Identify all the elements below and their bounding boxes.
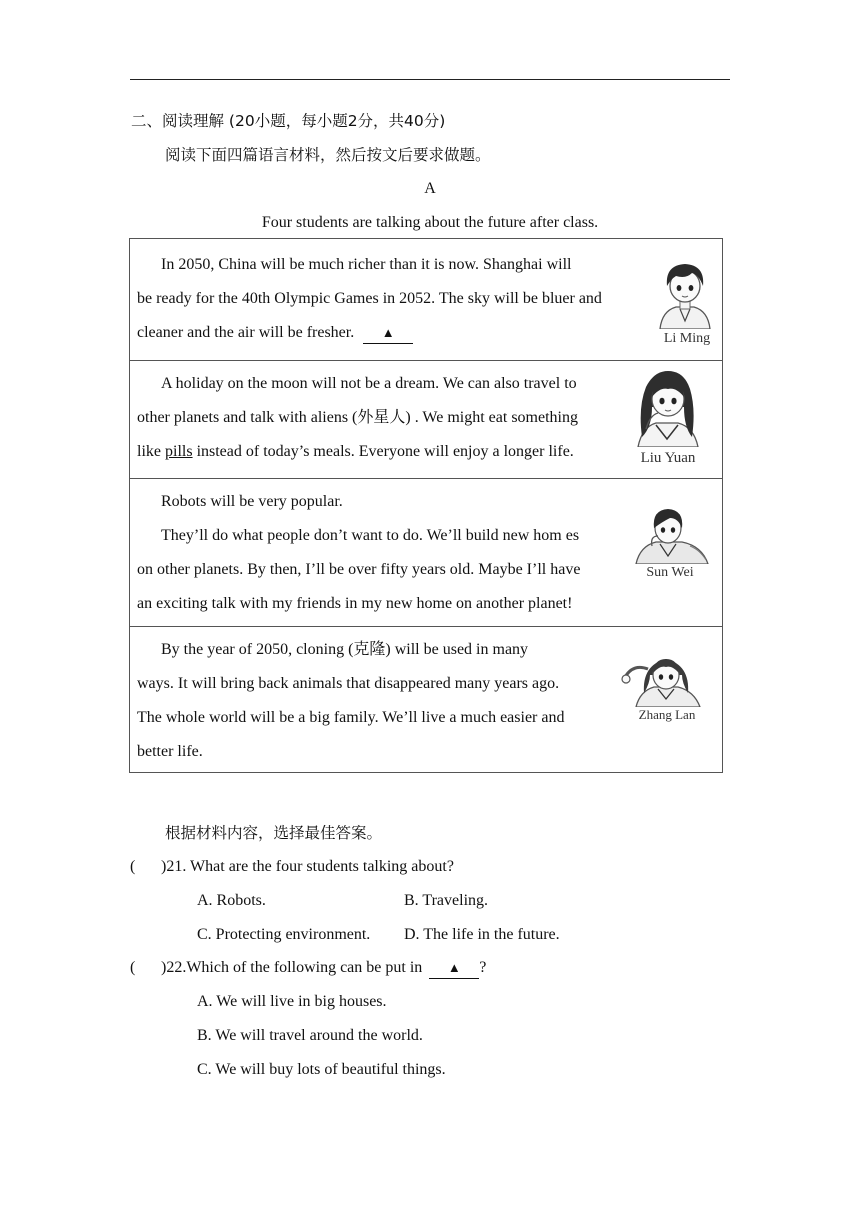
text-line: other planets and talk with aliens (外星人) . We might eat something bbox=[137, 409, 578, 426]
option-b: B. Traveling. bbox=[404, 892, 489, 909]
text-line: Robots will be very popular. bbox=[161, 493, 343, 510]
option-b: B. We will travel around the world. bbox=[197, 1027, 423, 1044]
zhang-lan-portrait-icon bbox=[620, 649, 712, 707]
answer-paren: ( bbox=[130, 858, 136, 875]
text-line: ways. It will bring back animals that disappeared many years ago. bbox=[137, 675, 560, 692]
text-line: be ready for the 40th Olympic Games in 2052. The sky will be bluer and bbox=[137, 290, 602, 307]
option-c: C. We will buy lots of beautiful things. bbox=[197, 1061, 446, 1078]
passage-intro: Four students are talking about the future after class. bbox=[261, 214, 599, 231]
text-line: In 2050, China will be much richer than it is now. Shanghai will bbox=[161, 256, 572, 273]
question-22 bbox=[161, 958, 486, 979]
passage-letter: A bbox=[424, 180, 436, 197]
student-name: Liu Yuan bbox=[640, 450, 696, 466]
student-name: Sun Wei bbox=[646, 565, 694, 580]
instruction: 阅读下面四篇语言材料，然后按文后要求做题。 bbox=[165, 146, 491, 164]
student-row-zhang-lan bbox=[130, 626, 722, 775]
section-heading: 二、阅读理解 (20小题，每小题2分，共40分) bbox=[131, 112, 446, 130]
option-c: C. Protecting environment. bbox=[197, 926, 371, 943]
answer-blank: ▲ bbox=[363, 323, 413, 344]
text-line bbox=[137, 442, 574, 462]
question-21: )21. What are the four students talking about? bbox=[161, 858, 454, 875]
student-row-li-ming bbox=[130, 239, 722, 360]
text-line: They’ll do what people don’t want to do. We’ll build new hom es bbox=[161, 527, 580, 544]
student-name: Li Ming bbox=[663, 331, 711, 346]
li-ming-portrait-icon bbox=[652, 259, 718, 329]
text-line: The whole world will be a big family. We’ll live a much easier and bbox=[137, 709, 565, 726]
student-row-liu-yuan bbox=[130, 360, 722, 479]
text-line-part: instead of today’s meals. Everyone will enjoy a longer life. bbox=[196, 443, 574, 460]
sun-wei-portrait-icon bbox=[630, 506, 712, 564]
answer-paren: ( bbox=[130, 959, 136, 976]
passage-table bbox=[129, 238, 723, 773]
student-name: Zhang Lan bbox=[638, 707, 696, 722]
text-line-part: cleaner and the air will be fresher. bbox=[137, 324, 355, 341]
underlined-word: pills bbox=[165, 443, 193, 460]
text-line bbox=[137, 323, 413, 344]
text-line: A holiday on the moon will not be a dream. We can also travel to bbox=[161, 375, 577, 392]
text-line: By the year of 2050, cloning (克隆) will be used in many bbox=[161, 641, 529, 658]
text-line: an exciting talk with my friends in my new home on another planet! bbox=[137, 595, 573, 612]
text-line: better life. bbox=[137, 743, 203, 760]
question-mark: ? bbox=[479, 959, 487, 976]
student-row-sun-wei bbox=[130, 478, 722, 627]
option-d: D. The life in the future. bbox=[404, 926, 560, 943]
question-text: )22.Which of the following can be put in bbox=[161, 959, 423, 976]
option-a: A. Robots. bbox=[197, 892, 266, 909]
top-rule bbox=[130, 79, 730, 80]
task-instruction: 根据材料内容，选择最佳答案。 bbox=[165, 824, 383, 842]
liu-yuan-portrait-icon bbox=[624, 367, 710, 447]
option-a: A. We will live in big houses. bbox=[197, 993, 387, 1010]
text-line-part: like bbox=[137, 443, 161, 460]
answer-blank: ▲ bbox=[429, 958, 479, 979]
text-line: on other planets. By then, I’ll be over fifty years old. Maybe I’ll have bbox=[137, 561, 581, 578]
